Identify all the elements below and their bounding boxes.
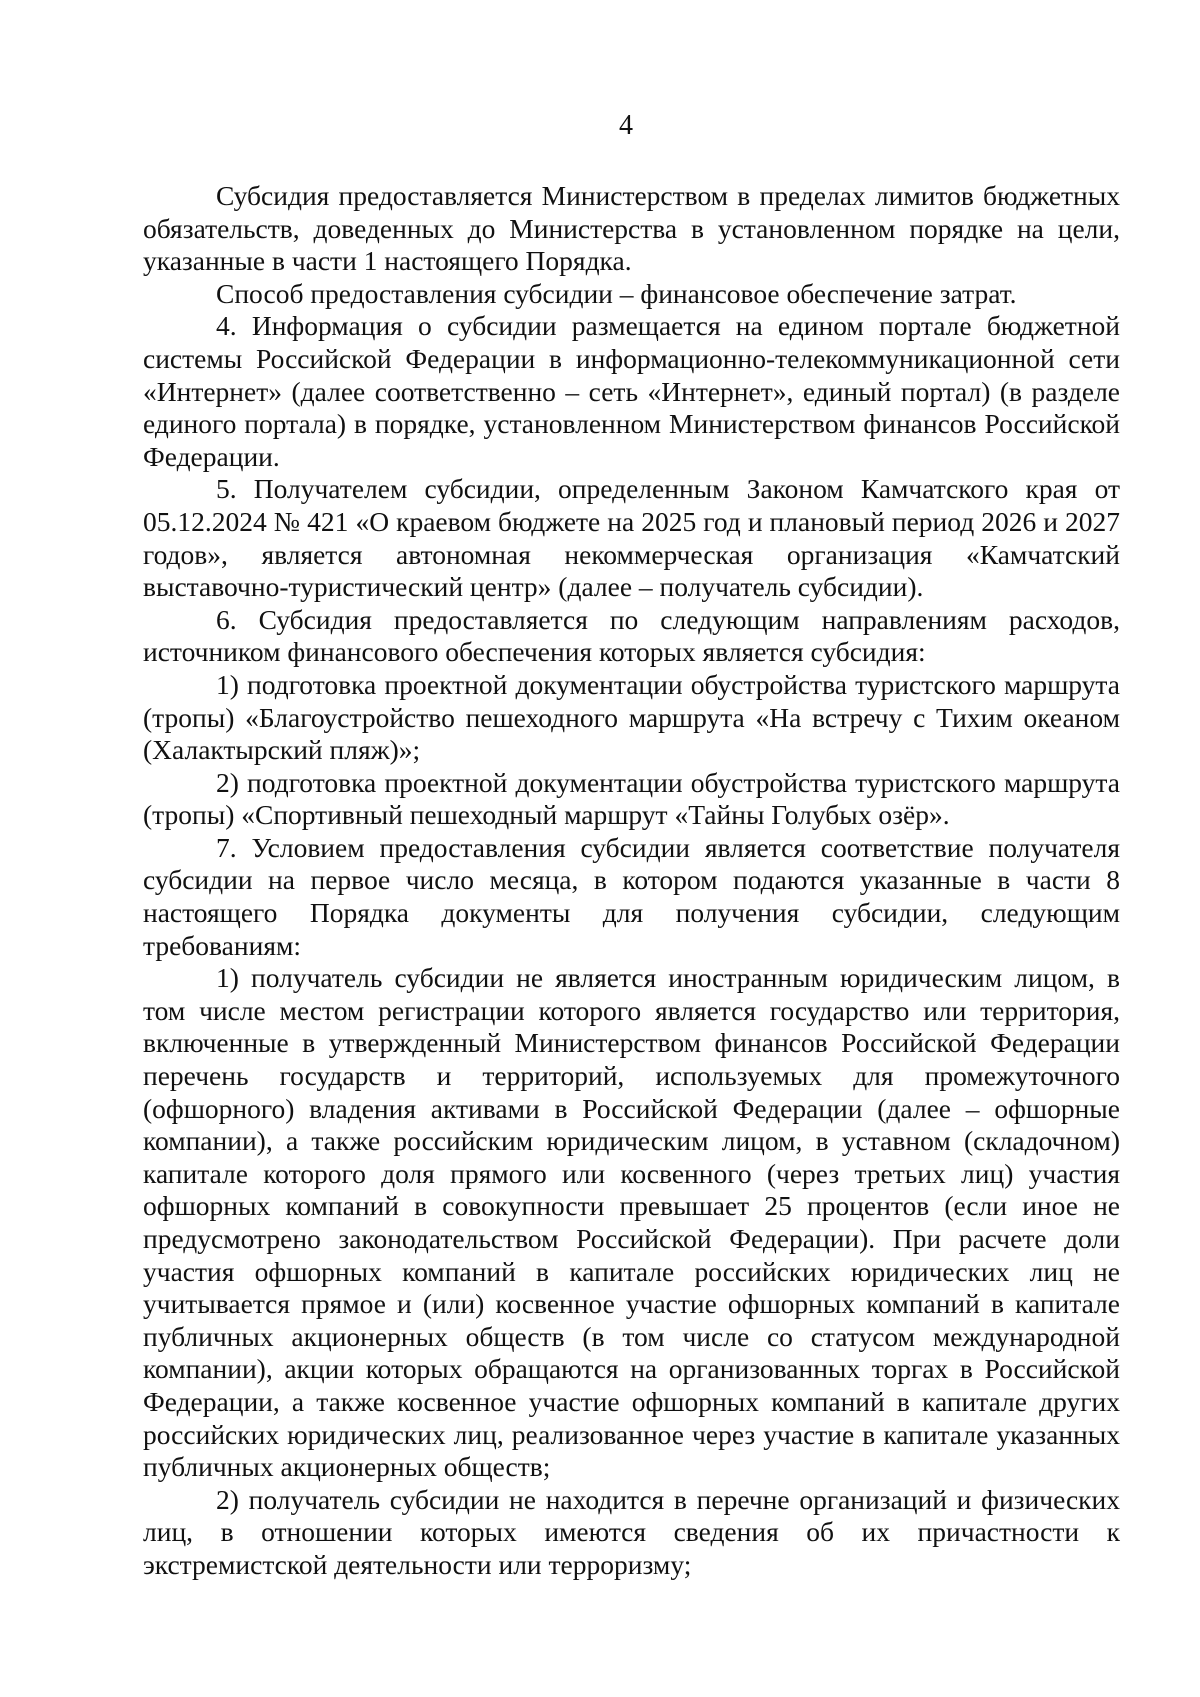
list-item-7-1: 1) получатель субсидии не является иностранным юридическим лицом, в том числе местом регистрации которого является государство или территория, включенные в утвержденный Министерством финансов Российской Федерации перечень государств и территорий, используемых для промежуточного (офшорного) владения активами в Российской Федерации (далее – офшорные компании), а также российским юридическим лицом, в уставном (складочном) капитале которого доля прямого или косвенного (через третьих лиц) участия офшорных компаний в совокупности превышает 25 процентов (если иное не предусмотрено законодательством Российской Федерации). При расчете доли участия офшорных компаний в капитале российских юридических лиц не учитывается прямое и (или) косвенное участие офшорных компаний в капитале публичных акционерных обществ (в том числе со статусом международной компании), акции которых обращаются на организованных торгах в Российской Федерации, а также косвенное участие офшорных компаний в капитале других российских юридических лиц, реализованное через участие в капитале указанных публичных акционерных обществ; bbox=[143, 962, 1120, 1483]
document-body bbox=[143, 180, 1120, 1582]
list-item-7-2: 2) получатель субсидии не находится в перечне организаций и физических лиц, в отношении которых имеются сведения об их причастности к экстремистской деятельности или терроризму; bbox=[143, 1483, 1120, 1580]
paragraph-subsidy-method: Способ предоставления субсидии – финансовое обеспечение затрат. bbox=[216, 277, 1017, 309]
page-number: 4 bbox=[619, 110, 633, 141]
paragraph-6-directions: 6. Субсидия предоставляется по следующим направлениям расходов, источником финансового обеспечения которых является субсидия: bbox=[143, 603, 1120, 668]
paragraph-4-portal-info: 4. Информация о субсидии размещается на едином портале бюджетной системы Российской Федерации в информационно-телекоммуникационной сети «Интернет» (далее соответственно – сеть «Интернет», единый портал) (в разделе единого портала) в порядке, установленном Министерством финансов Российской Федерации. bbox=[143, 310, 1120, 472]
paragraph-subsidy-limits: Субсидия предоставляется Министерством в пределах лимитов бюджетных обязательств, доведенных до Министерства в установленном порядке на цели, указанные в части 1 настоящего Порядка. bbox=[143, 180, 1120, 277]
paragraph-5-recipient: 5. Получателем субсидии, определенным Законом Камчатского края от 05.12.2024 № 421 «О краевом бюджете на 2025 год и плановый период 2026 и 2027 годов», является автономная некоммерческая организация «Камчатский выставочно-туристический центр» (далее – получатель субсидии). bbox=[143, 473, 1120, 603]
paragraph-7-conditions: 7. Условием предоставления субсидии является соответствие получателя субсидии на первое число месяца, в котором подаются указанные в части 8 настоящего Порядка документы для получения субсидии, следующим требованиям: bbox=[143, 831, 1120, 961]
list-item-6-1: 1) подготовка проектной документации обустройства туристского маршрута (тропы) «Благоустройство пешеходного маршрута «На встречу с Тихим океаном (Халактырский пляж)»; bbox=[143, 668, 1120, 766]
list-item-6-2: 2) подготовка проектной документации обустройства туристского маршрута (тропы) «Спортивный пешеходный маршрут «Тайны Голубых озёр». bbox=[143, 766, 1120, 831]
